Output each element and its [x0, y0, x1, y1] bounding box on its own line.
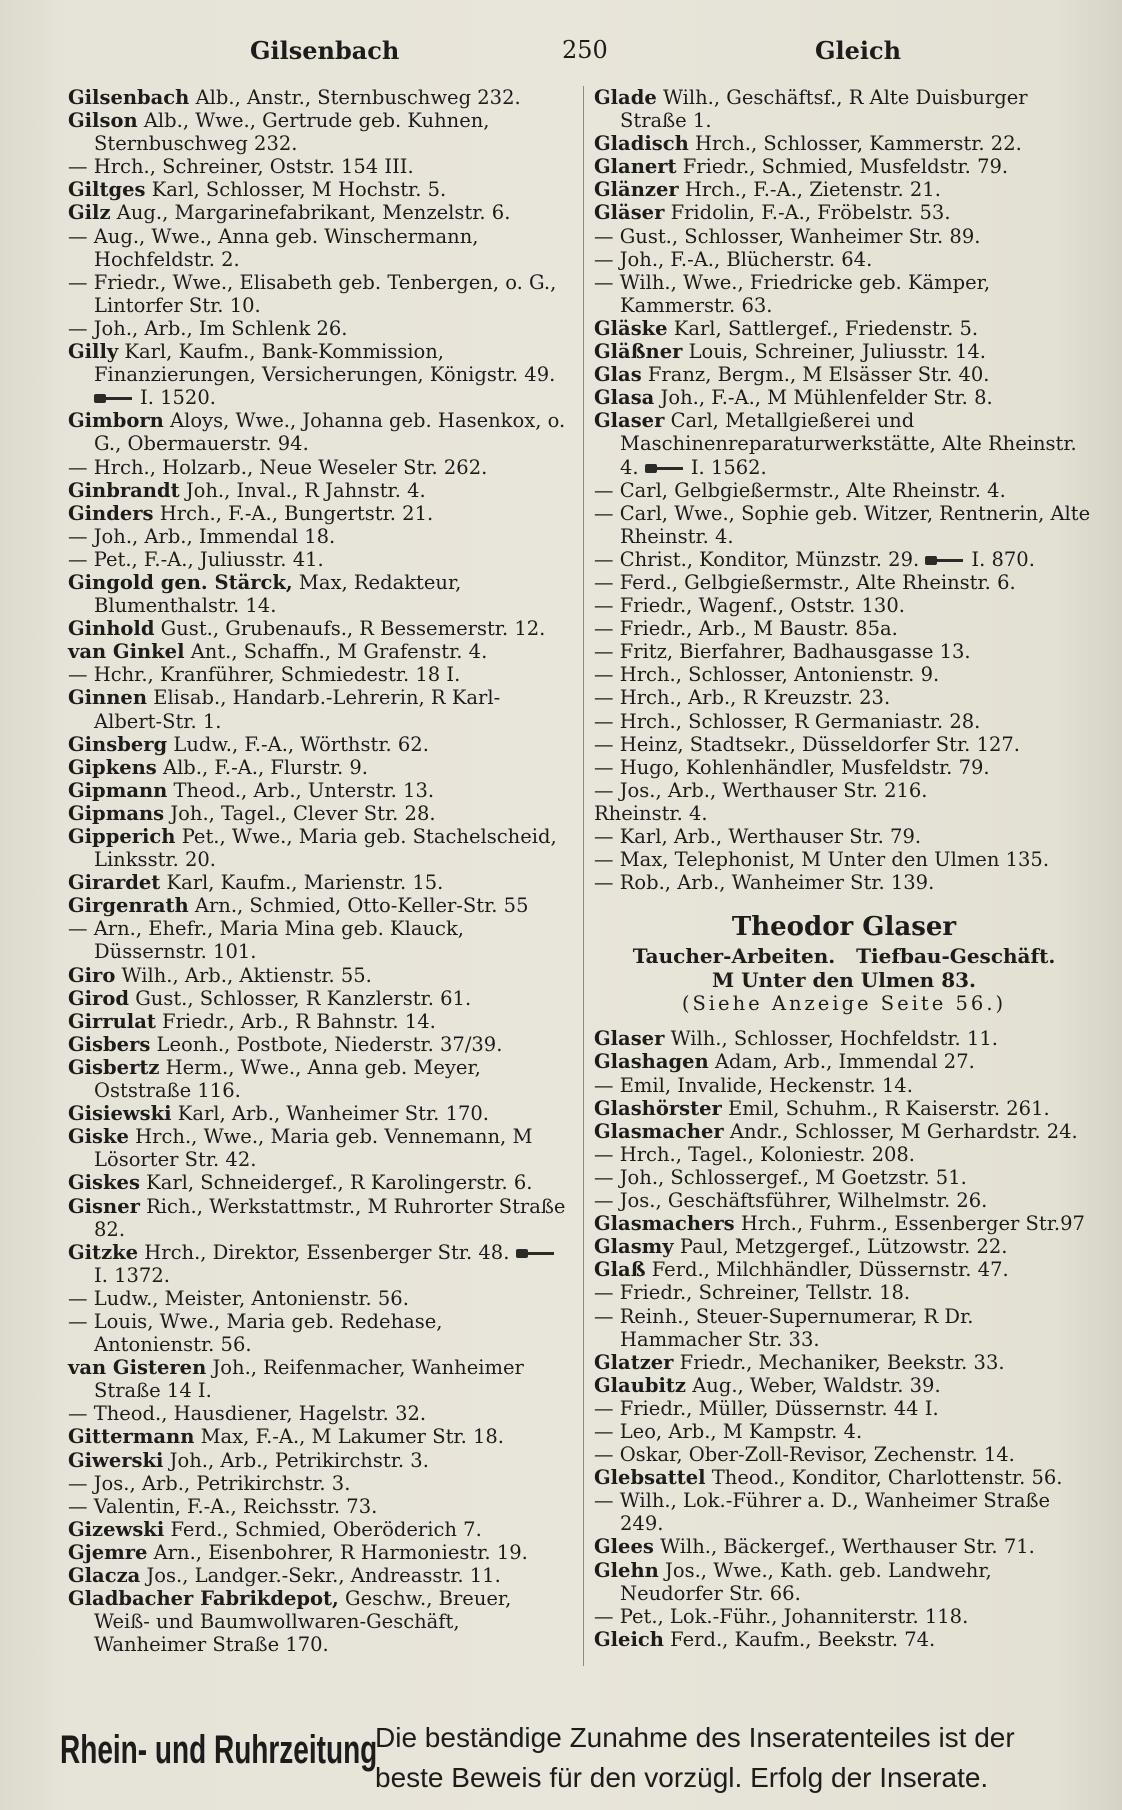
directory-entry	[68, 1125, 568, 1171]
entry-details: Wilh., Schlosser, Hochfeldstr. 11.	[670, 1027, 998, 1051]
directory-entry	[68, 1425, 568, 1448]
directory-entry	[594, 571, 1094, 594]
directory-entry	[594, 1143, 1094, 1166]
directory-entry	[68, 178, 568, 201]
entry-surname: Ginders	[68, 501, 154, 525]
entry-phone: I. 1562.	[690, 455, 767, 479]
directory-entry	[594, 479, 1094, 502]
entry-details: — Max, Telephonist, M Unter den Ulmen 135.	[594, 848, 1050, 872]
directory-entry	[594, 871, 1094, 894]
directory-entry	[594, 617, 1094, 640]
entry-surname: Gilsenbach	[68, 86, 190, 109]
entry-details: Karl, Kaufm., Bank-Kommission, Finanzierungen, Versicherungen, Königstr. 49.	[94, 340, 556, 387]
directory-entry	[594, 225, 1094, 248]
entry-details: Ferd., Kaufm., Beekstr. 74.	[670, 1627, 936, 1651]
directory-entry	[68, 271, 568, 317]
entry-surname: Gipkens	[68, 755, 157, 779]
entry-details: Hrch., F.-A., Zietenstr. 21.	[684, 178, 941, 202]
entry-details: Jos., Landger.-Sekr., Andreasstr. 11.	[146, 1564, 501, 1587]
entry-details: — Friedr., Schreiner, Tellstr. 18.	[594, 1281, 911, 1305]
entry-details: — Friedr., Arb., M Baustr. 85a.	[594, 617, 898, 641]
entry-details: Joh., F.-A., M Mühlenfelder Str. 8.	[660, 386, 993, 410]
entry-details: — Leo, Arb., M Kampstr. 4.	[594, 1419, 863, 1443]
entry-details: — Hrch., Tagel., Koloniestr. 208.	[594, 1142, 916, 1166]
left-column	[68, 86, 568, 1656]
directory-entry	[594, 248, 1094, 271]
directory-entry	[68, 502, 568, 525]
directory-entry	[594, 340, 1094, 363]
entry-details: Paul, Metzgergef., Lützowstr. 22.	[679, 1235, 1008, 1259]
directory-entry	[68, 1195, 568, 1241]
entry-details: Gust., Schlosser, R Kanzlerstr. 61.	[135, 986, 472, 1010]
entry-details: Gust., Grubenaufs., R Bessemerstr. 12.	[160, 617, 546, 641]
entry-surname: Glasmy	[594, 1235, 674, 1259]
entry-details: — Joh., F.-A., Blücherstr. 64.	[594, 247, 873, 271]
right-column	[594, 86, 1094, 1651]
entry-details: Max, F.-A., M Lakumer Str. 18.	[200, 1425, 504, 1449]
directory-entry	[594, 409, 1094, 478]
directory-entry	[594, 1166, 1094, 1189]
entry-surname: Girgenrath	[68, 894, 189, 918]
entry-surname: Glebsattel	[594, 1466, 706, 1490]
directory-entry	[594, 317, 1094, 340]
entry-details: Jos., Wwe., Kath. geb. Landwehr, Neudorfer Str. 66.	[620, 1558, 992, 1605]
directory-entry	[594, 1466, 1094, 1489]
entry-details: Karl, Schlosser, M Hochstr. 5.	[151, 178, 447, 202]
directory-entry	[594, 779, 1094, 802]
entry-surname: Giskes	[68, 1171, 140, 1195]
entry-surname: Glaser	[594, 1027, 665, 1051]
entry-details: — Pet., Lok.-Führ., Johanniterstr. 118.	[594, 1604, 969, 1628]
entry-details: Friedr., Arb., R Bahnstr. 14.	[162, 1009, 436, 1033]
telephone-icon	[645, 464, 685, 473]
entry-surname: Ginhold	[68, 617, 155, 641]
directory-entry	[68, 686, 568, 732]
entry-details: Hrch., Schlosser, Kammerstr. 22.	[694, 132, 1022, 156]
header-right: Gleich	[815, 36, 902, 65]
directory-entry	[68, 917, 568, 963]
directory-entry	[68, 525, 568, 548]
entry-details: — Hrch., Holzarb., Neue Weseler Str. 262.	[68, 455, 488, 479]
directory-entry	[68, 1241, 568, 1287]
directory-entry	[594, 386, 1094, 409]
entry-details: Wilh., Arb., Aktienstr. 55.	[121, 963, 372, 987]
directory-entry	[594, 1050, 1094, 1073]
entry-details: Rheinstr. 4.	[594, 801, 708, 825]
entry-details: Wilh., Bäckergef., Werthauser Str. 71.	[660, 1535, 1035, 1559]
entry-details: Alb., F.-A., Flurstr. 9.	[162, 755, 369, 779]
entry-details: Hrch., Direktor, Essenberger Str. 48.	[144, 1240, 510, 1264]
entry-details: Emil, Schuhm., R Kaiserstr. 261.	[728, 1096, 1050, 1120]
entry-details: — Wilh., Wwe., Friedricke geb. Kämper, Kammerstr. 63.	[594, 270, 991, 317]
directory-entry	[68, 779, 568, 802]
directory-entry	[68, 1495, 568, 1518]
entry-surname: Glanert	[594, 155, 677, 179]
entry-surname: Ginsberg	[68, 732, 168, 756]
directory-entry	[68, 571, 568, 617]
directory-entry	[594, 1374, 1094, 1397]
directory-entry	[594, 1097, 1094, 1120]
directory-entry	[594, 271, 1094, 317]
entry-surname: Glade	[594, 86, 657, 109]
directory-entry	[68, 1356, 568, 1402]
directory-entry	[68, 1518, 568, 1541]
advertisement-glaser	[594, 910, 1094, 1015]
directory-entry	[68, 1010, 568, 1033]
entry-surname: Glasmacher	[594, 1119, 724, 1143]
entry-details: Franz, Bergm., M Elsässer Str. 40.	[647, 363, 990, 387]
directory-entry	[594, 548, 1094, 571]
directory-entry	[594, 363, 1094, 386]
directory-entry	[68, 1287, 568, 1310]
directory-entry	[68, 825, 568, 871]
entry-surname: Glaubitz	[594, 1373, 686, 1397]
entry-surname: Gitzke	[68, 1240, 139, 1264]
directory-entry	[594, 1443, 1094, 1466]
directory-entry	[68, 409, 568, 455]
entry-surname: Glasa	[594, 386, 655, 410]
entry-details: — Friedr., Müller, Düssernstr. 44 I.	[594, 1396, 939, 1420]
entry-details: Aug., Margarinefabrikant, Menzelstr. 6.	[116, 201, 511, 225]
entry-surname: Girrulat	[68, 1009, 156, 1033]
entry-details: — Carl, Wwe., Sophie geb. Witzer, Rentnerin, Alte Rheinstr. 4.	[594, 501, 1091, 548]
directory-entry	[594, 1489, 1094, 1535]
entry-details: — Wilh., Lok.-Führer a. D., Wanheimer Straße 249.	[594, 1489, 1051, 1536]
ad-note: (Siehe Anzeige Seite 56.)	[681, 992, 1007, 1016]
directory-entry	[68, 201, 568, 224]
entry-details: Ferd., Milchhändler, Düssernstr. 47.	[651, 1258, 1009, 1282]
directory-entry	[68, 1587, 568, 1656]
entry-details: — Hugo, Kohlenhändler, Musfeldstr. 79.	[594, 755, 990, 779]
entry-details: — Oskar, Ober-Zoll-Revisor, Zechenstr. 14.	[594, 1443, 1015, 1467]
entry-surname: Glänzer	[594, 178, 679, 202]
entry-details: Fridolin, F.-A., Fröbelstr. 53.	[670, 201, 951, 225]
entry-details: — Carl, Gelbgießermstr., Alte Rheinstr. 4.	[594, 478, 1006, 502]
entry-details: — Jos., Arb., Werthauser Str. 216.	[594, 778, 928, 802]
entry-details: Joh., Inval., R Jahnstr. 4.	[185, 478, 426, 502]
entry-surname: Gisiewski	[68, 1102, 172, 1126]
directory-entry	[68, 225, 568, 271]
entry-surname: Glacza	[68, 1564, 141, 1587]
entry-details: Alb., Anstr., Sternbuschweg 232.	[195, 86, 521, 109]
directory-entry	[594, 1535, 1094, 1558]
entry-surname: Gisbers	[68, 1032, 151, 1056]
entry-surname: Ginbrandt	[68, 478, 180, 502]
directory-entry	[594, 1351, 1094, 1374]
directory-entry	[594, 178, 1094, 201]
entry-details: Ferd., Schmied, Oberöderich 7.	[170, 1517, 482, 1541]
entry-details: — Jos., Geschäftsführer, Wilhelmstr. 26.	[594, 1189, 988, 1213]
directory-entry	[68, 109, 568, 155]
entry-details: Karl, Arb., Wanheimer Str. 170.	[177, 1102, 489, 1126]
entry-details: Elisab., Handarb.-Lehrerin, R Karl-Albert-Str. 1.	[94, 686, 501, 733]
directory-entry	[68, 317, 568, 340]
entry-details: — Ludw., Meister, Antonienstr. 56.	[68, 1286, 409, 1310]
directory-entry	[594, 502, 1094, 548]
entry-details: — Ferd., Gelbgießermstr., Alte Rheinstr. 6.	[594, 570, 1016, 594]
entry-details: Pet., Wwe., Maria geb. Stachelscheid, Linksstr. 20.	[94, 825, 557, 872]
directory-entry	[68, 1056, 568, 1102]
entry-details: — Heinz, Stadtsekr., Düsseldorfer Str. 127.	[594, 732, 1020, 756]
footer-advertisement	[60, 1712, 1080, 1810]
page-number: 250	[562, 36, 608, 64]
entry-details: Wilh., Geschäftsf., R Alte Duisburger Straße 1.	[620, 86, 1028, 133]
directory-entry	[68, 987, 568, 1010]
directory-entry	[68, 479, 568, 502]
directory-entry	[594, 155, 1094, 178]
directory-entry	[68, 548, 568, 571]
entry-details: — Jos., Arb., Petrikirchstr. 3.	[68, 1471, 351, 1495]
directory-entry	[68, 1472, 568, 1495]
directory-entry	[594, 733, 1094, 756]
entry-details: — Hrch., Schlosser, Antonienstr. 9.	[594, 663, 940, 687]
entry-details: — Joh., Schlossergef., M Goetzstr. 51.	[594, 1165, 967, 1189]
entry-details: Leonh., Postbote, Niederstr. 37/39.	[156, 1032, 503, 1056]
telephone-icon	[925, 556, 965, 565]
directory-entry	[594, 1420, 1094, 1443]
directory-entry	[68, 756, 568, 779]
directory-entry	[594, 201, 1094, 224]
entry-details: Geschw., Breuer, Weiß- und Baumwollwaren-Geschäft, Wanheimer Straße 170.	[94, 1587, 512, 1657]
directory-entry	[594, 1397, 1094, 1420]
entry-surname: Glatzer	[594, 1350, 674, 1374]
directory-entry	[594, 802, 1094, 825]
directory-entry	[594, 640, 1094, 663]
entry-details: — Hchr., Kranführer, Schmiedestr. 18 I.	[68, 663, 461, 687]
entry-details: Ant., Schaffn., M Grafenstr. 4.	[190, 640, 488, 664]
entry-surname: Glasmachers	[594, 1212, 735, 1236]
entry-details: — Gust., Schlosser, Wanheimer Str. 89.	[594, 224, 981, 248]
directory-entry	[594, 132, 1094, 155]
entry-surname: Gläske	[594, 316, 668, 340]
entry-surname: Gittermann	[68, 1425, 195, 1449]
directory-entry	[594, 86, 1094, 132]
entry-details: Max, Redakteur, Blumenthalstr. 14.	[94, 570, 462, 618]
entry-surname: Glees	[594, 1535, 654, 1559]
entry-details: Alb., Wwe., Gertrude geb. Kuhnen, Sternbuschweg 232.	[94, 109, 490, 156]
entry-surname: Gleich	[594, 1627, 664, 1651]
entry-surname: Glashagen	[594, 1050, 709, 1074]
entry-surname: Giwerski	[68, 1448, 164, 1472]
entry-surname: Giro	[68, 963, 116, 987]
entry-surname: van Gisteren	[68, 1356, 207, 1380]
column-divider	[583, 86, 584, 1666]
entry-surname: Gladisch	[594, 132, 689, 156]
entry-surname: van Ginkel	[68, 640, 185, 664]
directory-entry	[68, 1402, 568, 1425]
entry-details: Aloys, Wwe., Johanna geb. Hasenkox, o. G., Obermauerstr. 94.	[94, 409, 566, 456]
entry-details: Arn., Schmied, Otto-Keller-Str. 55	[194, 894, 529, 918]
directory-entry	[594, 1605, 1094, 1628]
entry-details: Hrch., F.-A., Bungertstr. 21.	[159, 501, 434, 525]
entry-surname: Girardet	[68, 871, 161, 895]
entry-details: — Valentin, F.-A., Reichsstr. 73.	[68, 1494, 378, 1518]
entry-details: — Christ., Konditor, Münzstr. 29.	[594, 547, 920, 571]
entry-surname: Gjemre	[68, 1540, 148, 1564]
directory-entry	[68, 802, 568, 825]
directory-entry	[594, 663, 1094, 686]
entry-details: — Karl, Arb., Werthauser Str. 79.	[594, 825, 922, 848]
entry-details: Joh., Tagel., Clever Str. 28.	[170, 801, 436, 825]
entry-details: Hrch., Fuhrm., Essenberger Str.97	[740, 1212, 1085, 1236]
entry-details: Joh., Reifenmacher, Wanheimer Straße 14 I.	[94, 1356, 524, 1403]
entry-details: Joh., Arb., Petrikirchstr. 3.	[169, 1448, 429, 1472]
entry-surname: Gisbertz	[68, 1055, 160, 1079]
entry-surname: Giske	[68, 1125, 129, 1149]
directory-entry	[594, 1189, 1094, 1212]
directory-entry	[594, 1628, 1094, 1651]
entry-details: — Joh., Arb., Immendal 18.	[68, 524, 336, 548]
entry-details: — Aug., Wwe., Anna geb. Winschermann, Hochfeldstr. 2.	[68, 224, 479, 271]
entry-details: — Fritz, Bierfahrer, Badhausgasse 13.	[594, 640, 971, 664]
directory-entry	[68, 155, 568, 178]
directory-entry	[68, 733, 568, 756]
header-left: Gilsenbach	[250, 36, 400, 65]
entry-details: Friedr., Schmied, Musfeldstr. 79.	[682, 155, 1009, 179]
entry-surname: Gilz	[68, 201, 111, 225]
entry-details: Andr., Schlosser, M Gerhardstr. 24.	[729, 1119, 1078, 1143]
right-column-entries-b	[594, 1027, 1094, 1651]
entry-details: — Theod., Hausdiener, Hagelstr. 32.	[68, 1402, 427, 1426]
entry-details: — Friedr., Wwe., Elisabeth geb. Tenbergen, o. G., Lintorfer Str. 10.	[68, 270, 557, 317]
entry-details: — Louis, Wwe., Maria geb. Redehase, Antonienstr. 56.	[68, 1309, 443, 1357]
entry-surname: Glehn	[594, 1558, 659, 1582]
ad-title: Theodor Glaser	[731, 912, 957, 943]
directory-entry	[594, 686, 1094, 709]
entry-details: Carl, Metallgießerei und Maschinenreparaturwerkstätte, Alte Rheinstr. 4.	[620, 409, 1077, 479]
right-column-entries-a	[594, 86, 1094, 894]
entry-details: Louis, Schreiner, Juliusstr. 14.	[688, 340, 986, 364]
entry-details: — Pet., F.-A., Juliusstr. 41.	[68, 547, 324, 571]
footer-slogan-line-1: Die beständige Zunahme des Inseratenteiles ist der	[375, 1722, 1015, 1753]
entry-details: Aug., Weber, Waldstr. 39.	[692, 1373, 941, 1397]
entry-details: — Rob., Arb., Wanheimer Str. 139.	[594, 871, 935, 895]
entry-details: Friedr., Mechaniker, Beekstr. 33.	[679, 1350, 1005, 1374]
directory-entry	[68, 340, 568, 409]
directory-entry	[594, 1559, 1094, 1605]
directory-entry	[594, 1074, 1094, 1097]
entry-surname: Gipmans	[68, 801, 165, 825]
directory-entry	[594, 594, 1094, 617]
entry-details: Theod., Konditor, Charlottenstr. 56.	[711, 1466, 1063, 1490]
entry-details: — Arn., Ehefr., Maria Mina geb. Klauck, Düssernstr. 101.	[68, 917, 464, 964]
entry-phone: I. 1372.	[94, 1263, 170, 1287]
directory-entry	[68, 1171, 568, 1194]
entry-surname: Glashörster	[594, 1096, 722, 1120]
entry-details: — Friedr., Wagenf., Oststr. 130.	[594, 594, 905, 618]
entry-phone: I. 1520.	[140, 386, 216, 410]
directory-entry	[68, 640, 568, 663]
entry-surname: Gipperich	[68, 825, 176, 848]
directory-entry	[594, 825, 1094, 848]
entry-details: Arn., Eisenbohrer, R Harmoniestr. 19.	[153, 1540, 528, 1564]
entry-phone: I. 870.	[971, 547, 1035, 571]
directory-entry	[68, 1564, 568, 1587]
entry-details: Adam, Arb., Immendal 27.	[714, 1050, 975, 1074]
entry-surname: Gizewski	[68, 1517, 165, 1541]
entry-details: Herm., Wwe., Anna geb. Meyer, Oststraße 116.	[94, 1055, 481, 1103]
entry-surname: Gilson	[68, 109, 138, 133]
directory-entry	[68, 1310, 568, 1356]
entry-surname: Gipmann	[68, 778, 168, 802]
entry-details: — Hrch., Arb., R Kreuzstr. 23.	[594, 686, 891, 710]
directory-entry	[594, 1281, 1094, 1304]
telephone-icon	[94, 394, 134, 403]
entry-details: Hrch., Wwe., Maria geb. Vennemann, M Lösorter Str. 42.	[94, 1125, 533, 1172]
entry-surname: Gläser	[594, 201, 665, 225]
entry-details: — Reinh., Steuer-Supernumerar, R Dr. Hammacher Str. 33.	[594, 1304, 974, 1351]
directory-entry	[68, 1033, 568, 1056]
directory-entry	[68, 1449, 568, 1472]
directory-entry	[68, 456, 568, 479]
entry-details: Ludw., F.-A., Wörthstr. 62.	[173, 732, 429, 756]
entry-surname: Ginnen	[68, 686, 147, 710]
telephone-icon	[516, 1249, 556, 1258]
entry-surname: Gläßner	[594, 340, 683, 364]
entry-surname: Glas	[594, 363, 642, 387]
entry-surname: Gladbacher Fabrikdepot,	[68, 1587, 339, 1611]
directory-entry	[594, 1305, 1094, 1351]
ad-address: M Unter den Ulmen 83.	[712, 968, 976, 993]
footer-slogan-line-2: beste Beweis für den vorzügl. Erfolg der Inserate.	[375, 1762, 989, 1793]
directory-entry	[594, 1027, 1094, 1050]
entry-surname: Girod	[68, 986, 129, 1010]
directory-entry	[68, 86, 568, 109]
entry-details: — Emil, Invalide, Heckenstr. 14.	[594, 1073, 913, 1097]
entry-surname: Giltges	[68, 178, 146, 202]
directory-entry	[594, 756, 1094, 779]
directory-entry	[68, 964, 568, 987]
entry-details: — Hrch., Schreiner, Oststr. 154 III.	[68, 155, 414, 179]
directory-entry	[68, 894, 568, 917]
directory-entry	[594, 1235, 1094, 1258]
entry-surname: Gimborn	[68, 409, 164, 433]
entry-details: Karl, Sattlergef., Friedenstr. 5.	[673, 316, 979, 340]
entry-details: Rich., Werkstattmstr., M Ruhrorter Straße 82.	[94, 1194, 566, 1241]
footer-slogan	[375, 1718, 1075, 1798]
entry-details: Theod., Arb., Unterstr. 13.	[173, 778, 435, 802]
directory-entry	[68, 871, 568, 894]
directory-entry	[68, 617, 568, 640]
entry-surname: Glaß	[594, 1258, 646, 1282]
entry-details: — Joh., Arb., Im Schlenk 26.	[68, 316, 348, 340]
directory-entry	[594, 1120, 1094, 1143]
directory-entry	[594, 1258, 1094, 1281]
ad-services: Taucher-Arbeiten. Tiefbau-Geschäft.	[632, 944, 1056, 969]
directory-entry	[68, 663, 568, 686]
directory-entry	[594, 1212, 1094, 1235]
entry-surname: Glaser	[594, 409, 665, 433]
directory-entry	[594, 710, 1094, 733]
directory-entry	[594, 848, 1094, 871]
entry-details: — Hrch., Schlosser, R Germaniastr. 28.	[594, 709, 981, 733]
directory-entry	[68, 1541, 568, 1564]
directory-entry	[68, 1102, 568, 1125]
entry-surname: Gilly	[68, 340, 119, 364]
entry-surname: Gingold gen. Stärck,	[68, 570, 293, 594]
entry-details: Karl, Schneidergef., R Karolingerstr. 6.	[146, 1171, 533, 1195]
entry-surname: Gisner	[68, 1194, 140, 1218]
footer-newspaper-name: Rhein- und Ruhrzeitung	[60, 1728, 378, 1772]
running-header	[0, 36, 1122, 76]
entry-details: Karl, Kaufm., Marienstr. 15.	[166, 871, 444, 895]
